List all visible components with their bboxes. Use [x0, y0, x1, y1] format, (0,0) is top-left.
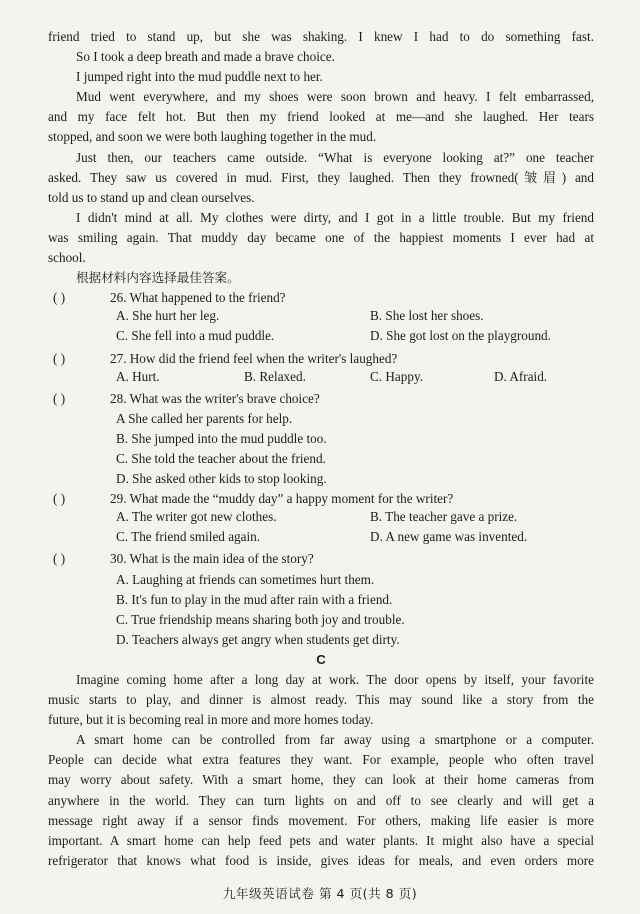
option-d[interactable]: D. She got lost on the playground. — [370, 328, 551, 344]
story-line: was smiling again. That muddy day became one of the happiest moments I ever had at — [48, 229, 594, 245]
story-passage — [48, 27, 594, 268]
story-line: and my face felt hot. But then my friend looked at me—and she laughed. Her tears — [48, 109, 594, 125]
option-d[interactable]: D. Teachers always get angry when students get dirty. — [116, 631, 400, 647]
story-line: stopped, and soon we were both laughing together in the mud. — [48, 129, 377, 145]
passage-line: refrigerator that knows what food is inside, gives ideas for meals, and even orders more — [48, 852, 594, 868]
answer-blank[interactable]: ( ) — [53, 290, 66, 306]
question-29 — [48, 489, 594, 549]
passage-line: message right away if a sensor finds movement. For others, making life easier is more — [48, 812, 594, 828]
passage-line: A smart home can be controlled from far away using a smartphone or a computer. — [76, 732, 594, 748]
section-c-passage — [48, 670, 594, 871]
answer-blank[interactable]: ( ) — [53, 491, 66, 507]
instruction: 根据材料内容选择最佳答案。 — [76, 270, 240, 286]
story-line: I jumped right into the mud puddle next to her. — [76, 69, 323, 85]
option-c[interactable]: C. True friendship means sharing both joy and trouble. — [116, 611, 405, 627]
question-stem: 26. What happened to the friend? — [110, 290, 286, 306]
option-d[interactable]: D. A new game was invented. — [370, 529, 528, 545]
story-line: asked. They saw us covered in mud. First, they laughed. Then they frowned(皱眉) and — [48, 169, 594, 185]
option-b[interactable]: B. She lost her shoes. — [370, 308, 484, 324]
question-27 — [48, 349, 594, 389]
option-a[interactable]: A She called her parents for help. — [116, 410, 293, 426]
story-line: school. — [48, 250, 86, 266]
story-line: told us to stand up and clean ourselves. — [48, 189, 255, 205]
story-line: I didn't mind at all. My clothes were dirty, and I got in a little trouble. But my friend — [76, 209, 594, 225]
option-c[interactable]: C. The friend smiled again. — [116, 529, 261, 545]
answer-blank[interactable]: ( ) — [53, 390, 66, 406]
passage-line: music starts to play, and dinner is almost ready. This may sound like a story from the — [48, 692, 594, 708]
question-30 — [48, 549, 594, 649]
story-line: Just then, our teachers came outside. “What is everyone looking at?” one teacher — [76, 149, 594, 165]
question-26 — [48, 288, 594, 348]
option-a[interactable]: A. The writer got new clothes. — [116, 509, 277, 525]
passage-line: future, but it is becoming real in more and more homes today. — [48, 712, 374, 728]
answer-blank[interactable]: ( ) — [53, 551, 66, 567]
option-b[interactable]: B. It's fun to play in the mud after rain with a friend. — [116, 591, 393, 607]
option-a[interactable]: A. Hurt. — [116, 368, 160, 384]
option-d[interactable]: D. Afraid. — [494, 368, 548, 384]
story-line: friend tried to stand up, but she was shaking. I knew I had to do something fast. — [48, 29, 594, 44]
passage-line: may worry about safety. With a smart home, they can look at their home cameras from — [48, 772, 594, 788]
option-a[interactable]: A. She hurt her leg. — [116, 308, 220, 324]
option-d[interactable]: D. She asked other kids to stop looking. — [116, 471, 327, 487]
story-line: Mud went everywhere, and my shoes were soon brown and heavy. I felt embarrassed, — [76, 89, 594, 105]
question-stem: 30. What is the main idea of the story? — [110, 551, 314, 567]
page-footer: 九年级英语试卷 第 4 页(共 8 页) — [222, 886, 418, 901]
option-c[interactable]: C. Happy. — [370, 368, 423, 384]
question-28 — [48, 389, 594, 489]
option-b[interactable]: B. Relaxed. — [244, 368, 306, 384]
answer-blank[interactable]: ( ) — [53, 350, 66, 366]
passage-line: Imagine coming home after a long day at work. The door opens by itself, your favorite — [76, 672, 594, 687]
option-a[interactable]: A. Laughing at friends can sometimes hurt them. — [116, 571, 375, 587]
section-heading: C — [316, 651, 326, 667]
passage-line: important. A smart home can help feed pets and water plants. It might also have a special — [48, 832, 594, 848]
option-c[interactable]: C. She fell into a mud puddle. — [116, 328, 275, 344]
option-c[interactable]: C. She told the teacher about the friend. — [116, 450, 326, 466]
story-line: So I took a deep breath and made a brave choice. — [76, 49, 335, 65]
question-stem: 28. What was the writer's brave choice? — [110, 390, 320, 406]
question-stem: 27. How did the friend feel when the writer's laughed? — [110, 350, 398, 366]
question-stem: 29. What made the “muddy day” a happy moment for the writer? — [110, 491, 454, 507]
passage-line: anywhere in the world. They can turn lights on and off to see clearly and will get a — [48, 792, 594, 808]
option-b[interactable]: B. She jumped into the mud puddle too. — [116, 430, 327, 446]
option-b[interactable]: B. The teacher gave a prize. — [370, 509, 518, 525]
passage-line: People can decide what extra features they want. For example, people who often travel — [48, 752, 594, 768]
